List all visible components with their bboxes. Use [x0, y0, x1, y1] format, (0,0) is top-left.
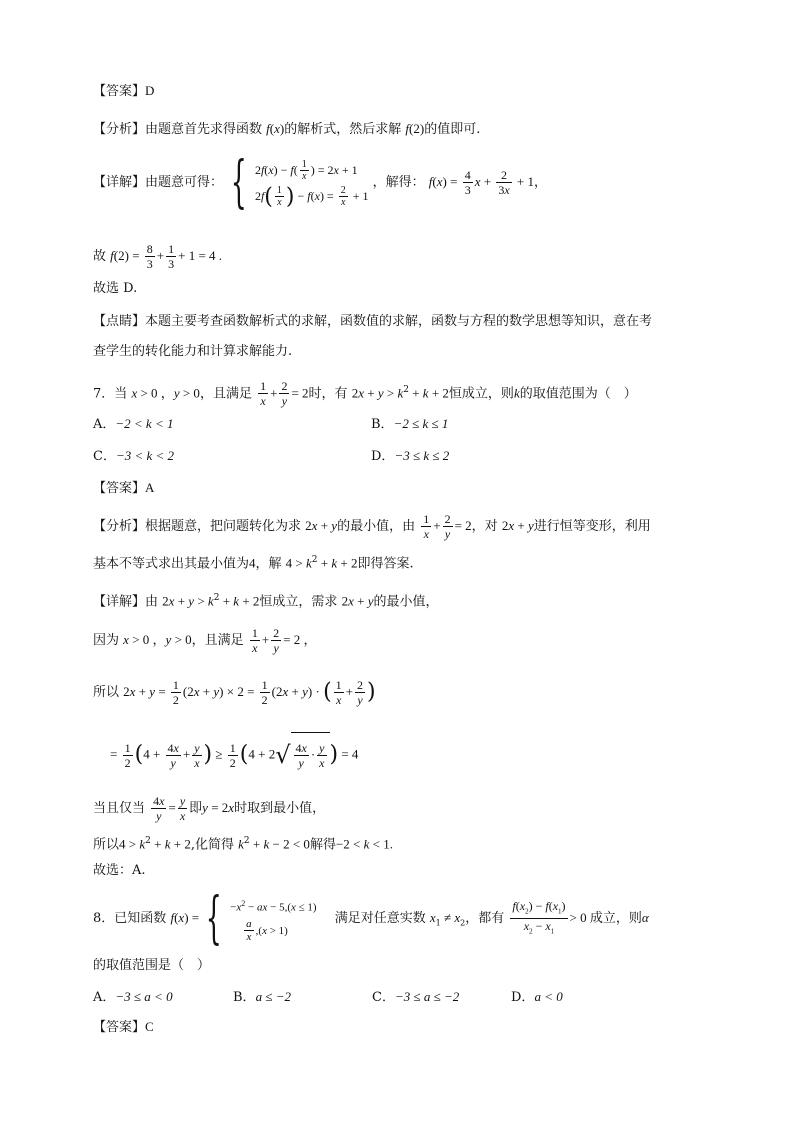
- q7-stem-line: 7．当 x > 0 ，y > 0，且满足 $\frac{1}{x}$ + $\frac{2}{y}$ = 2时，有 $2x + y > k^2 + k + 2$恒成立，则k的取值范围为（ ）: [93, 379, 637, 409]
- q8-stem-line2-text: 的取值范围是（ ）: [93, 958, 211, 973]
- q7-detail-line: 【详解】由 $2x + y > k^2 + k + 2$恒成立，需求 2x + y的最小值，: [93, 593, 439, 610]
- left-brace-icon: {: [230, 149, 248, 215]
- option-text: −3 ≤ k ≤ 2: [394, 448, 450, 463]
- q7-so2-b: ,化简得: [190, 837, 234, 853]
- q7-option-c[interactable]: [93, 447, 174, 466]
- analysis-label: 【分析】: [93, 519, 146, 534]
- q7-stem-e: 的取值范围为（ ）: [519, 386, 637, 402]
- q7-option-a[interactable]: [93, 415, 173, 434]
- q7-detail-b: 恒成立，需求: [259, 594, 338, 610]
- q6-choose: 故选 D.: [93, 281, 138, 296]
- q6-analysis-text-a: 由题意首先求得函数: [145, 122, 263, 137]
- q6-choose-line: [93, 280, 137, 298]
- q7-stem-a: 当: [114, 386, 128, 402]
- option-letter: D．: [371, 449, 395, 464]
- answer-label: 【答案】: [93, 84, 146, 99]
- q7-analysis-line2: 基本不等式求出其最小值为4，解 $4 > k^2 + k + 2$即得答案.: [93, 555, 414, 572]
- option-letter: B．: [233, 990, 256, 1005]
- q7-because-line: 因为 x > 0 ，y > 0，且满足 $\frac{1}{x}$ + $\frac{2}{y}$ = 2 ，: [93, 626, 317, 655]
- q8-stem-d: 成立，则: [589, 911, 642, 926]
- q6-analysis-text-b: 的解析式，然后求解: [284, 122, 402, 137]
- analysis-label: 【分析】: [93, 122, 146, 137]
- answer-label: 【答案】: [93, 481, 146, 496]
- q7-so2-a: 所以: [93, 837, 120, 853]
- q7-option-d[interactable]: [371, 447, 449, 466]
- detail-label: 【详解】: [93, 594, 146, 610]
- option-letter: B．: [371, 417, 394, 432]
- q7-choose: 故选：A.: [93, 863, 146, 878]
- option-letter: D．: [511, 990, 535, 1005]
- q7-number: 7．: [93, 386, 115, 402]
- q6-detail-text-b: ，解得：: [372, 175, 425, 190]
- q7-choose-line: [93, 862, 146, 880]
- q7-equal-c: 时取到最小值，: [234, 801, 326, 816]
- q7-stem-c: 时，有: [308, 386, 348, 402]
- q6-comment-text-1: 本题主要考查函数解析式的求解，函数值的求解，函数与方程的数学思想等知识，意在考: [145, 314, 653, 329]
- q6-answer-line: [93, 82, 154, 101]
- q7-analysis-a: 根据题意，把问题转化为求: [145, 519, 302, 534]
- option-letter: C．: [372, 990, 395, 1005]
- q7-option-b[interactable]: [371, 415, 448, 434]
- q8-option-a[interactable]: [93, 988, 173, 1007]
- q8-stem-a: 已知函数: [114, 911, 167, 926]
- q6-detail-line: 【详解】由题意可得： { 2f(x) − f( $\frac{1}{x}$ ) = 2x + 1 2f( $\frac{1}{x}$ ) − f(x) = $\frac{2}{x}$ + 1 ，解得： f(x) = $\frac{4}{3}$ x + $\frac{2}{3x}$ + 1，: [93, 149, 547, 215]
- q8-option-c[interactable]: [372, 988, 459, 1007]
- q7-stem-d: 恒成立，则: [448, 386, 514, 402]
- q6-answer-value: D: [145, 83, 155, 98]
- detail-label: 【详解】: [93, 175, 146, 190]
- q7-analysis-c: ，对: [471, 519, 498, 534]
- option-text: −3 < k < 2: [115, 448, 175, 463]
- q7-analysis-2a: 基本不等式求出其最小值为: [93, 556, 250, 572]
- q7-so2-c: 解得: [309, 837, 336, 853]
- q8-stem-c: ，都有: [465, 911, 505, 926]
- q8-stem-line: 8．已知函数 f(x) = { $-x^2$ − ax − 5,(x ≤ 1) $\frac{a}{x}$ ,(x > 1) 满足对任意实数 $x_1 \ne x_2$，都有 $\frac{f(x_2) - f(x_1)}{x_2 - x_1}$ > 0 成立，则α: [93, 885, 649, 951]
- option-letter: A．: [93, 417, 116, 432]
- sqrt-icon: √: [275, 741, 291, 769]
- option-text: −2 < k < 1: [115, 416, 174, 431]
- q7-so-a: 所以: [93, 685, 120, 700]
- q6-conclude-prefix: 故: [93, 249, 107, 264]
- q7-because-b: ，且满足: [191, 633, 244, 648]
- q7-analysis-d: 进行恒等变形，利用: [533, 519, 651, 534]
- q7-detail-c: 的最小值，: [373, 594, 439, 610]
- q7-so-line: 所以 2x + y = $\frac{1}{2}$ (2x + y) × 2 = $\frac{1}{2}$ (2x + y) · ( $\frac{1}{x}$ + $\frac{2}{y}$ ): [93, 678, 376, 707]
- q7-equality-line: 当且仅当 $\frac{4x}{y}$ = $\frac{y}{x}$ 即y = 2x时取到最小值，: [93, 794, 326, 823]
- q7-so2-line: 所以$4 > k^2 + k + 2$,化简得 $k^2 + k - 2 < 0$解得−2 < k < 1.: [93, 836, 393, 853]
- q6-detail-text-a: 由题意可得：: [145, 175, 224, 190]
- q6-comment-text-2: 查学生的转化能力和计算求解能力.: [93, 344, 293, 359]
- q8-answer-value: C: [145, 1019, 154, 1034]
- piecewise-function: $-x^2$ − ax − 5,(x ≤ 1) $\frac{a}{x}$ ,(x > 1): [230, 898, 317, 944]
- q6-comment-line1: [93, 313, 652, 331]
- q6-analysis-text-c: 的值即可.: [424, 122, 481, 137]
- q7-answer-line: [93, 479, 154, 498]
- math: f: [266, 121, 270, 136]
- q7-stem-b: ，且满足: [199, 386, 252, 402]
- q7-analysis-b: 的最小值，由: [337, 519, 416, 534]
- q6-conclusion-line: 故 f(2) = $\frac{8}{3}$ + $\frac{1}{3}$ + 1 = 4 .: [93, 242, 223, 271]
- q6-analysis-line: 【分析】由题意首先求得函数 f(x)的解析式，然后求解 f(2)的值即可.: [93, 121, 481, 137]
- option-text: −3 ≤ a < 0: [115, 989, 173, 1004]
- q7-because-a: 因为: [93, 633, 120, 648]
- comment-label: 【点睛】: [93, 314, 146, 329]
- answer-label: 【答案】: [93, 1020, 146, 1035]
- q7-analysis-2b: ，解: [255, 556, 282, 572]
- q8-option-d[interactable]: [511, 988, 563, 1007]
- left-brace-icon: {: [206, 885, 223, 951]
- q7-inequality-line: = $\frac{1}{2}$ (4 + $\frac{4x}{y}$ + $\frac{y}{x}$ ) ≥ $\frac{1}{2}$ (4 + 2√ $\frac{4x}{y}$ · $\frac{y}{x}$ ) = 4: [110, 732, 358, 778]
- option-letter: C．: [93, 449, 116, 464]
- q7-equal-a: 当且仅当: [93, 801, 146, 816]
- q8-option-b[interactable]: [233, 988, 291, 1007]
- q8-answer-line: [93, 1018, 154, 1037]
- q8-stem-b: 满足对任意实数: [334, 911, 426, 926]
- q8-stem-line2: [93, 957, 210, 975]
- q6-comment-line2: [93, 343, 292, 361]
- q7-analysis-2c: 即得答案.: [357, 556, 414, 572]
- option-text: a ≤ −2: [255, 989, 291, 1004]
- option-text: a < 0: [534, 989, 563, 1004]
- q7-analysis-line1: 【分析】根据题意，把问题转化为求 2x + y的最小值，由 $\frac{1}{x}$ + $\frac{2}{y}$ = 2，对 2x + y进行恒等变形，利用: [93, 512, 651, 541]
- q7-detail-a: 由: [145, 594, 159, 610]
- q7-equal-b: 即: [189, 801, 203, 816]
- option-letter: A．: [93, 990, 116, 1005]
- option-text: −2 ≤ k ≤ 1: [393, 416, 449, 431]
- equation-system: 2f(x) − f( $\frac{1}{x}$ ) = 2x + 1 2f( $\frac{1}{x}$ ) − f(x) = $\frac{2}{x}$ + 1: [254, 159, 369, 209]
- q8-number: 8．: [93, 911, 115, 926]
- option-text: −3 ≤ a ≤ −2: [394, 989, 460, 1004]
- q7-answer-value: A: [145, 480, 155, 495]
